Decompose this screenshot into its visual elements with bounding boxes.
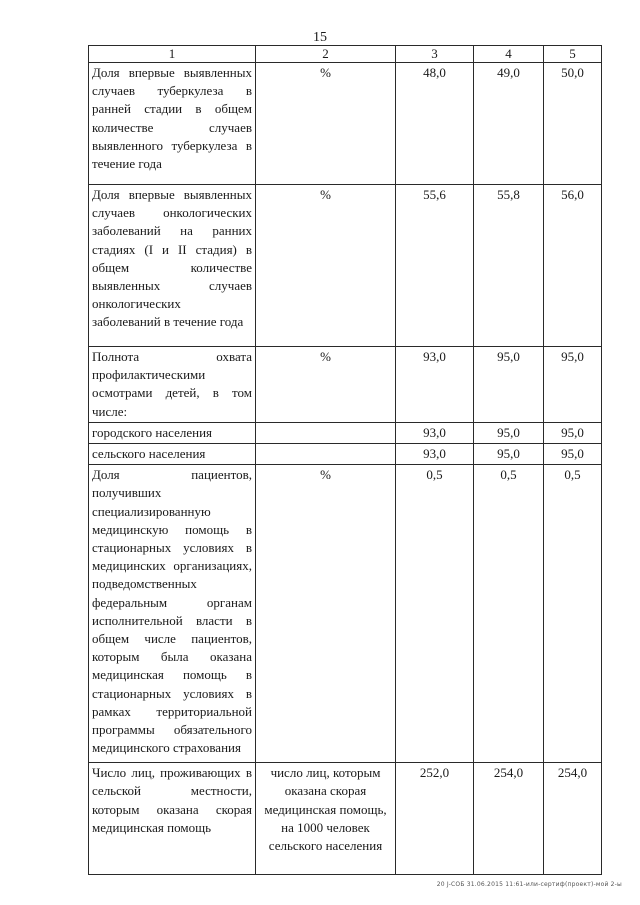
indicator-name: Доля впервые выявленных случаев онкологических заболеваний на ранних стадиях (I и II стадия) в общем количестве выявленных случаев онкологических заболеваний в течение года bbox=[89, 185, 256, 347]
document-footer: 20 J-СОБ 31.06.2015 11:61-или-сертиф(проект)-мой 2-ы bbox=[436, 881, 622, 888]
value-col-4: 55,8 bbox=[474, 185, 544, 347]
value-col-3: 93,0 bbox=[396, 422, 474, 443]
indicators-table bbox=[88, 45, 602, 875]
value-col-3: 0,5 bbox=[396, 465, 474, 763]
table-row bbox=[89, 465, 602, 763]
table-row bbox=[89, 63, 602, 185]
value-col-5: 56,0 bbox=[544, 185, 602, 347]
header-row bbox=[89, 46, 602, 63]
value-col-5: 95,0 bbox=[544, 347, 602, 423]
value-col-4: 95,0 bbox=[474, 444, 544, 465]
header-cell-5: 5 bbox=[544, 46, 602, 63]
indicator-unit bbox=[256, 444, 396, 465]
value-col-3: 252,0 bbox=[396, 763, 474, 875]
indicator-name: сельского населения bbox=[89, 444, 256, 465]
header-cell-2: 2 bbox=[256, 46, 396, 63]
indicator-unit: % bbox=[256, 347, 396, 423]
value-col-4: 49,0 bbox=[474, 63, 544, 185]
value-col-4: 0,5 bbox=[474, 465, 544, 763]
value-col-3: 93,0 bbox=[396, 444, 474, 465]
table-row bbox=[89, 347, 602, 423]
indicator-name: Полнота охвата профилактическими осмотрами детей, в том числе: bbox=[89, 347, 256, 423]
table-row bbox=[89, 185, 602, 347]
value-col-3: 48,0 bbox=[396, 63, 474, 185]
value-col-5: 0,5 bbox=[544, 465, 602, 763]
value-col-5: 50,0 bbox=[544, 63, 602, 185]
indicator-unit bbox=[256, 422, 396, 443]
page-number: 15 bbox=[313, 30, 327, 45]
value-col-3: 93,0 bbox=[396, 347, 474, 423]
header-cell-1: 1 bbox=[89, 46, 256, 63]
value-col-4: 95,0 bbox=[474, 347, 544, 423]
value-col-4: 95,0 bbox=[474, 422, 544, 443]
indicator-unit: % bbox=[256, 185, 396, 347]
table-row bbox=[89, 422, 602, 443]
table-row bbox=[89, 444, 602, 465]
indicator-name: Число лиц, проживающих в сельской местности, которым оказана скорая медицинская помощь bbox=[89, 763, 256, 875]
indicator-unit: % bbox=[256, 465, 396, 763]
value-col-5: 254,0 bbox=[544, 763, 602, 875]
indicator-name: городского населения bbox=[89, 422, 256, 443]
indicator-name: Доля пациентов, получивших специализированную медицинскую помощь в стационарных условиях в медицинских организациях, подведомственных федеральным органам исполнительной власти в общем числе пациентов, которым была оказана медицинская помощь в стационарных условиях в рамках территориальной программы обязательного медицинского страхования bbox=[89, 465, 256, 763]
indicator-name: Доля впервые выявленных случаев туберкулеза в ранней стадии в общем количестве случаев выявленного туберкулеза в течение года bbox=[89, 63, 256, 185]
value-col-5: 95,0 bbox=[544, 422, 602, 443]
value-col-4: 254,0 bbox=[474, 763, 544, 875]
table-row bbox=[89, 763, 602, 875]
indicator-unit: число лиц, которым оказана скорая медицинская помощь, на 1000 человек сельского населения bbox=[256, 763, 396, 875]
value-col-5: 95,0 bbox=[544, 444, 602, 465]
header-cell-3: 3 bbox=[396, 46, 474, 63]
indicator-unit: % bbox=[256, 63, 396, 185]
header-cell-4: 4 bbox=[474, 46, 544, 63]
value-col-3: 55,6 bbox=[396, 185, 474, 347]
